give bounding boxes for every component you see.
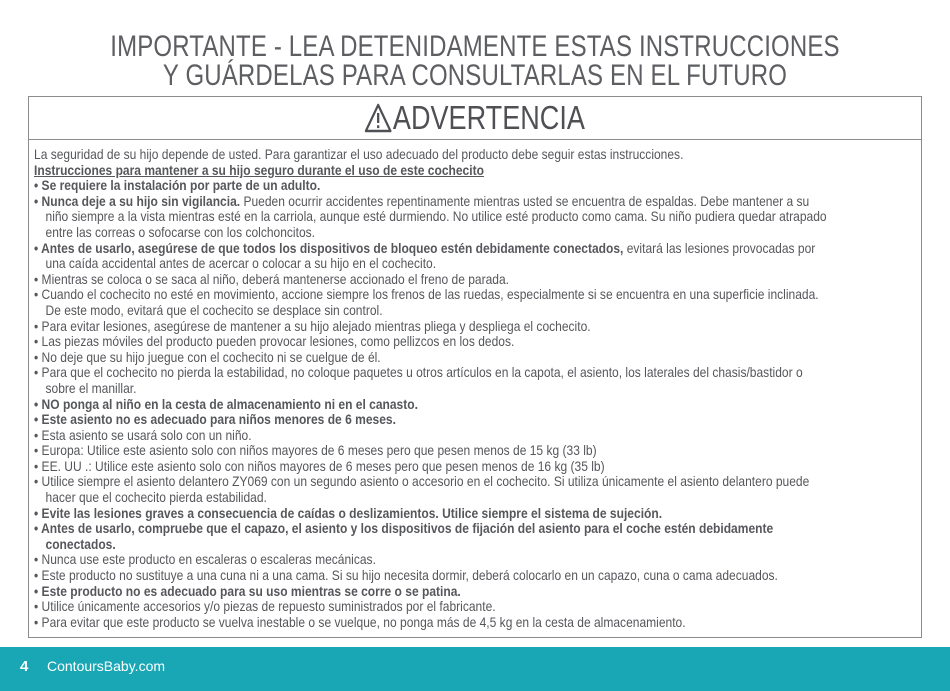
list-item-continuation: De este modo, evitará que el cochecito se desplace sin control. (45, 302, 383, 318)
list-item: • Utilice únicamente accesorios y/o piezas de repuesto suministrados por el fabricante. (34, 599, 496, 615)
list-item: • Este producto no es adecuado para su uso mientras se corre o se patina. (34, 583, 461, 599)
list-item: • Este asiento no es adecuado para niños menores de 6 meses. (34, 412, 396, 428)
list-item: • Para evitar lesiones, asegúrese de mantener a su hijo alejado mientras pliega y despliega el cochecito. (34, 318, 591, 334)
list-item: • Utilice siempre el asiento delantero ZY069 con un segundo asiento o accesorio en el cochecito. Si utiliza únicamente el asiento delantero puede (34, 474, 810, 490)
list-item: • EE. UU .: Utilice este asiento solo con niños mayores de 6 meses pero que pesen menos de 16 kg (35 lb) (34, 458, 605, 474)
title-line-2: Y GUÁRDELAS PARA CONSULTARLAS EN EL FUTURO (162, 59, 788, 92)
list-item: • Las piezas móviles del producto pueden provocar lesiones, como pellizcos en los dedos. (34, 334, 515, 350)
section-heading: Instrucciones para mantener a su hijo seguro durante el uso de este cochecito (34, 162, 484, 178)
list-item-continuation: conectados. (45, 536, 116, 552)
website-link[interactable]: ContoursBaby.com (47, 658, 166, 674)
list-item: • Mientras se coloca o se saca al niño, deberá mantenerse accionado el freno de parada. (34, 271, 510, 287)
list-item: • Antes de usarlo, asegúrese de que todos los dispositivos de bloqueo estén debidamente conectados, evitará las lesiones provocadas por (34, 240, 816, 256)
page-title (95, 32, 855, 90)
list-item: • Este producto no sustituye a una cuna ni a una cama. Si su hijo necesita dormir, deberá colocarlo en un capazo, cuna o cama adecuados. (34, 568, 778, 584)
list-item: • Cuando el cochecito no esté en movimiento, accione siempre los frenos de las ruedas, especialmente si se encuentra en una superficie inclinada. (34, 287, 819, 303)
list-item: • Esta asiento se usará solo con un niño. (34, 427, 252, 443)
list-item: • Nunca use este producto en escaleras o escaleras mecánicas. (34, 552, 376, 568)
list-item: • Se requiere la instalación por parte de un adulto. (34, 178, 321, 194)
warning-heading: ADVERTENCIA (393, 99, 586, 136)
list-item-continuation: una caída accidental antes de acercar o colocar a su hijo en el cochecito. (45, 256, 437, 272)
list-item: • No deje que su hijo juegue con el cochecito ni se cuelgue de él. (34, 349, 381, 365)
list-item: • Evite las lesiones graves a consecuencia de caídas o deslizamientos. Utilice siempre el sistema de sujeción. (34, 505, 663, 521)
warning-triangle-icon (365, 103, 393, 133)
list-item: • Europa: Utilice este asiento solo con niños mayores de 6 meses pero que pesen menos de 15 kg (33 lb) (34, 443, 597, 459)
list-item: • Antes de usarlo, compruebe que el capazo, el asiento y los dispositivos de fijación del asiento para el coche estén debidamente (34, 521, 774, 537)
list-item-continuation: hacer que el cochecito pierda estabilidad. (45, 490, 267, 506)
list-item-continuation: entre las correas o sofocarse con los colchoncitos. (45, 224, 315, 240)
footer-bar (0, 647, 950, 691)
title-line-1: IMPORTANTE - LEA DETENIDAMENTE ESTAS INSTRUCCIONES (110, 30, 840, 63)
warning-content (34, 147, 934, 630)
list-item-continuation: niño siempre a la vista mientras esté en la carriola, aunque esté durmiendo. No utilice esté producto como cama. Su niño pudiera quedar atrapado (45, 209, 827, 225)
warning-box (28, 96, 922, 638)
list-item: • Nunca deje a su hijo sin vigilancia. Pueden ocurrir accidentes repentinamente mientras usted se encuentra de espaldas. Debe mantener a su (34, 193, 810, 209)
list-item-continuation: sobre el manillar. (45, 380, 137, 396)
page-number: 4 (20, 658, 29, 675)
list-item: • Para evitar que este producto se vuelva inestable o se vuelque, no ponga más de 4,5 kg en la cesta de almacenamiento. (34, 614, 686, 630)
list-item: • NO ponga al niño en la cesta de almacenamiento ni en el canasto. (34, 396, 418, 412)
intro-text: La seguridad de su hijo depende de usted. Para garantizar el uso adecuado del producto debe seguir estas instrucciones. (34, 147, 684, 162)
warning-header (29, 97, 921, 140)
list-item: • Para que el cochecito no pierda la estabilidad, no coloque paquetes u otros artículos en la capota, el asiento, los laterales del chasis/bastidor o (34, 365, 803, 381)
